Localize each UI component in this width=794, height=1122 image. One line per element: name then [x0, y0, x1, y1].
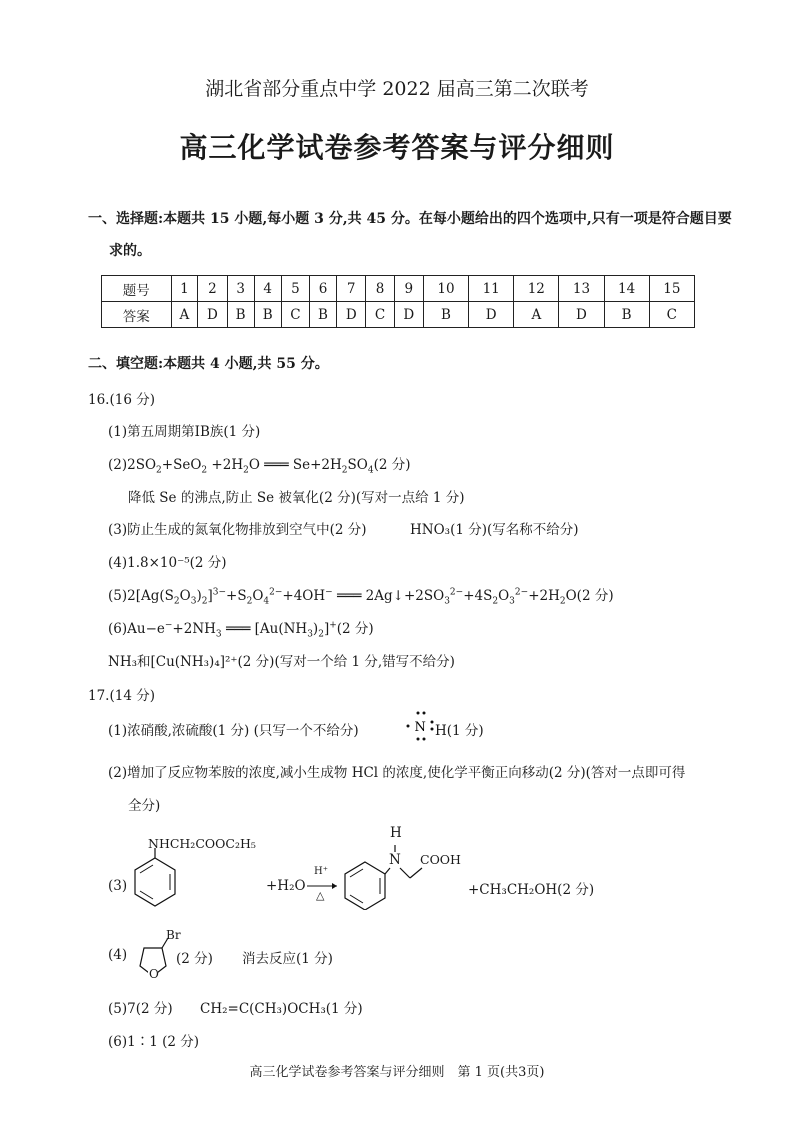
q17-part4-type: 消去反应(1 分): [242, 951, 333, 967]
answer-cell: B: [227, 302, 254, 328]
question-number-cell: 3: [227, 276, 254, 302]
q17-part1: (1)浓硝酸,浓硫酸(1 分) (只写一个不给分): [108, 723, 359, 739]
q17-part1b: H(1 分): [435, 723, 484, 739]
row-label: 题号: [102, 276, 172, 302]
section2-heading: 二、填空题:本题共 4 小题,共 55 分。: [88, 356, 329, 372]
ethanol-product: +CH₃CH₂OH(2 分): [468, 882, 595, 898]
answer-cell: D: [337, 302, 366, 328]
answer-table: [101, 275, 695, 328]
question-number-cell: 9: [394, 276, 423, 302]
question-number-cell: 11: [469, 276, 514, 302]
exam-title: 湖北省部分重点中学 2022 届高三第二次联考: [205, 78, 589, 100]
q16-part2-equation: $(2)2SO_2+SeO_2 +2H_2O$ ═══ $Se+2H_2SO_4(2$ 分): [108, 457, 411, 476]
question-number-cell: 10: [423, 276, 468, 302]
answer-cell: B: [423, 302, 468, 328]
q17-part5: (5)7(2 分): [108, 1001, 173, 1017]
product-h: H: [390, 825, 402, 841]
benzene-ring-reactant: [130, 848, 180, 914]
q17-part5b: CH₂=C(CH₃)OCH₃(1 分): [200, 1001, 363, 1017]
bromo-label: Br: [166, 928, 181, 942]
question-number-cell: 7: [337, 276, 366, 302]
answer-cell: A: [171, 302, 198, 328]
document-title: 高三化学试卷参考答案与评分细则: [179, 131, 615, 164]
oxygen-label: O: [149, 967, 159, 981]
svg-text:N: N: [414, 720, 426, 735]
q17-part6: (6)1∶1 (2 分): [108, 1034, 200, 1050]
question-number-cell: 8: [366, 276, 394, 302]
answer-cell: C: [649, 302, 694, 328]
answer-cell: C: [366, 302, 394, 328]
q16-part1: (1)第五周期第ⅠB族(1 分): [108, 424, 261, 440]
q16-part6-equation: $(6)Au-e^-+2NH_3$ ═══ $[Au(NH_3)_2]^+(2$ 分): [108, 620, 374, 640]
benzene-ring-product: [340, 840, 450, 914]
product-cooh: COOH: [420, 852, 461, 867]
q17-heading: 17.(14 分): [88, 688, 155, 704]
q17-part2: (2)增加了反应物苯胺的浓度,减小生成物 HCl 的浓度,使化学平衡正向移动(2 分)(答对一点即可得: [108, 765, 686, 781]
question-number-cell: 1: [171, 276, 198, 302]
answer-cell: D: [198, 302, 227, 328]
answer-cell: B: [604, 302, 649, 328]
reactant-substituent: NHCH₂COOC₂H₅: [148, 836, 256, 851]
question-number-cell: 12: [514, 276, 559, 302]
row-label: 答案: [102, 302, 172, 328]
q16-part3b: HNO₃(1 分)(写名称不给分): [410, 522, 579, 538]
answer-cell: B: [254, 302, 281, 328]
electron-dot-n: [405, 708, 435, 744]
q17-part4-label: (4): [108, 947, 128, 963]
question-number-cell: 14: [604, 276, 649, 302]
product-n: N: [389, 852, 401, 868]
q17-part2-cont: 全分): [128, 798, 161, 814]
answer-cell: A: [514, 302, 559, 328]
answer-cell: D: [469, 302, 514, 328]
page-footer: 高三化学试卷参考答案与评分细则 第 1 页(共3页): [249, 1065, 545, 1080]
question-number-cell: 2: [198, 276, 227, 302]
question-number-cell: 6: [309, 276, 336, 302]
q16-part6-note: NH₃和[Cu(NH₃)₄]²⁺(2 分)(写对一个给 1 分,错写不给分): [108, 654, 455, 670]
table-row-answers: [102, 302, 695, 328]
question-number-cell: 5: [281, 276, 309, 302]
q16-part4: (4)1.8×10⁻⁵(2 分): [108, 555, 227, 571]
answer-cell: C: [281, 302, 309, 328]
q16-heading: 16.(16 分): [88, 392, 155, 408]
q16-part2-note: 降低 Se 的沸点,防止 Se 被氧化(2 分)(写对一点给 1 分): [128, 490, 465, 506]
catalyst-label: H⁺: [314, 866, 328, 877]
table-row-numbers: [102, 276, 695, 302]
answer-cell: B: [309, 302, 336, 328]
q16-part5-equation: $(5)2[Ag(S_2O_3)_2]^{3-}+S_2O_4^{2-}+4OH^-$ ═══ $2Ag↓+2SO_3^{2-}+4S_2O_3^{2-}+2H_2O(2$ 分): [108, 587, 614, 607]
section1-instructions: 一、选择题:本题共 15 小题,每小题 3 分,共 45 分。在每小题给出的四个选项中,只有一项是符合题目要: [88, 211, 732, 227]
q16-part3: (3)防止生成的氮氧化物排放到空气中(2 分): [108, 522, 367, 538]
section1-instructions-cont: 求的。: [109, 243, 151, 259]
water-reagent: +H₂O: [266, 878, 306, 894]
q17-part4-score: (2 分): [176, 951, 213, 967]
answer-cell: D: [394, 302, 423, 328]
question-number-cell: 13: [559, 276, 604, 302]
question-number-cell: 4: [254, 276, 281, 302]
question-number-cell: 15: [649, 276, 694, 302]
q17-part3-label: (3): [108, 878, 128, 894]
answer-cell: D: [559, 302, 604, 328]
heat-label: △: [316, 889, 325, 902]
